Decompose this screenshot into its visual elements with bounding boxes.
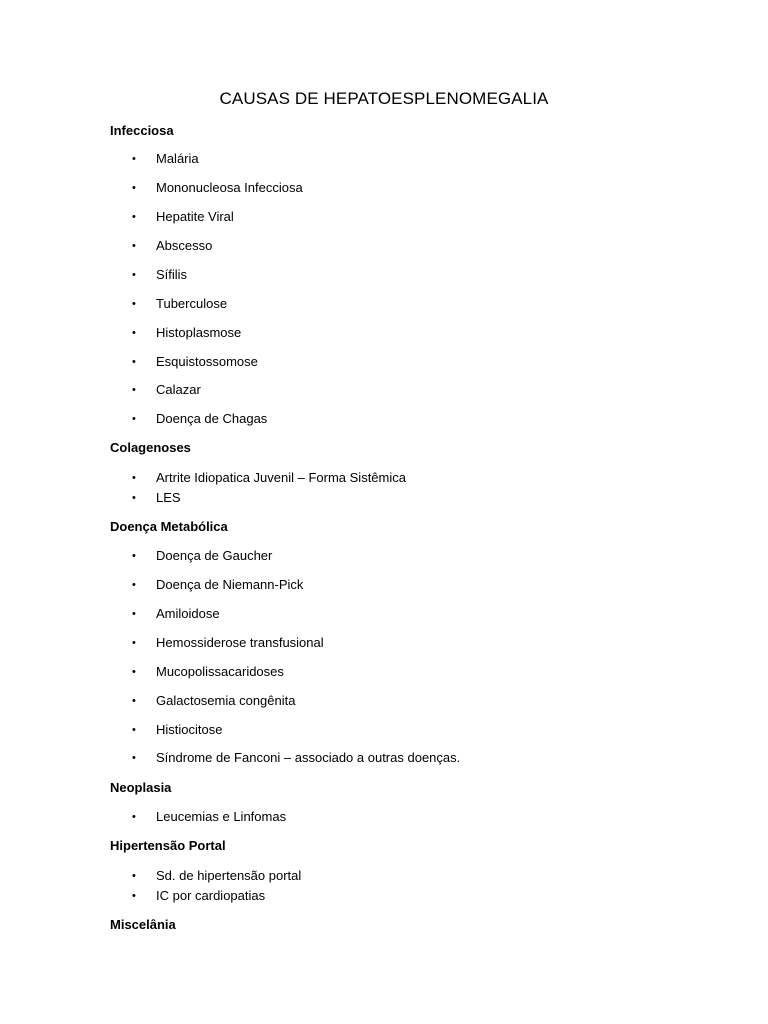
list-item: [132, 749, 460, 767]
list-item: [132, 692, 295, 710]
bullet-icon: •: [132, 327, 136, 339]
list-item-text: LES: [156, 490, 181, 505]
list-item-text: Hepatite Viral: [156, 209, 234, 224]
list-item: [132, 295, 227, 313]
bullet-icon: •: [132, 550, 136, 562]
list-item: [132, 266, 187, 284]
list-item: [132, 469, 406, 487]
list-item: [132, 663, 284, 681]
list-item: [132, 887, 265, 905]
list-item: [132, 721, 222, 739]
list-item: [132, 576, 303, 594]
bullet-icon: •: [132, 356, 136, 368]
list-item: [132, 381, 201, 399]
list-item-text: Doença de Gaucher: [156, 548, 273, 563]
list-item-text: Esquistossomose: [156, 354, 258, 369]
bullet-icon: •: [132, 811, 136, 823]
bullet-icon: •: [132, 240, 136, 252]
bullet-icon: •: [132, 890, 136, 902]
list-item: [132, 808, 286, 826]
bullet-icon: •: [132, 695, 136, 707]
bullet-icon: •: [132, 472, 136, 484]
list-item-text: Sífilis: [156, 267, 188, 282]
bullet-icon: •: [132, 666, 136, 678]
list-item: [132, 867, 301, 885]
section-heading-doenca-metabolica: Doença Metabólica: [110, 519, 228, 534]
list-item: [132, 150, 199, 168]
bullet-icon: •: [132, 579, 136, 591]
bullet-icon: •: [132, 413, 136, 425]
list-item-text: Histoplasmose: [156, 325, 242, 340]
list-item-text: Histiocitose: [156, 722, 223, 737]
list-item: [132, 179, 303, 197]
list-item-text: Abscesso: [156, 238, 213, 253]
list-item: [132, 489, 181, 507]
list-item-text: IC por cardiopatias: [156, 888, 266, 903]
list-item-text: Galactosemia congênita: [156, 693, 296, 708]
list-item-text: Mucopolissacaridoses: [156, 664, 284, 679]
bullet-icon: •: [132, 211, 136, 223]
list-item-text: Doença de Niemann-Pick: [156, 577, 304, 592]
list-item: [132, 547, 272, 565]
list-item: [132, 324, 241, 342]
bullet-icon: •: [132, 870, 136, 882]
list-item-text: Leucemias e Linfomas: [156, 809, 287, 824]
bullet-icon: •: [132, 752, 136, 764]
list-item-text: Sd. de hipertensão portal: [156, 868, 302, 883]
bullet-icon: •: [132, 384, 136, 396]
list-item: [132, 634, 324, 652]
bullet-icon: •: [132, 724, 136, 736]
list-item-text: Mononucleosa Infecciosa: [156, 180, 303, 195]
list-item-text: Hemossiderose transfusional: [156, 635, 324, 650]
section-heading-hipertensao-portal: Hipertensão Portal: [110, 838, 226, 853]
list-item-text: Artrite Idiopatica Juvenil – Forma Sistêmica: [156, 470, 406, 485]
list-item-text: Calazar: [156, 382, 201, 397]
page-title: CAUSAS DE HEPATOESPLENOMEGALIA: [219, 89, 549, 108]
section-heading-neoplasia: Neoplasia: [110, 780, 172, 795]
section-heading-miscelania: Miscelânia: [110, 917, 176, 932]
list-item-text: Tuberculose: [156, 296, 228, 311]
list-item: [132, 410, 267, 428]
bullet-icon: •: [132, 153, 136, 165]
list-item-text: Doença de Chagas: [156, 411, 268, 426]
section-heading-infecciosa: Infecciosa: [110, 123, 174, 138]
list-item: [132, 237, 212, 255]
section-heading-colagenoses: Colagenoses: [110, 440, 191, 455]
list-item: [132, 605, 220, 623]
bullet-icon: •: [132, 637, 136, 649]
list-item-text: Síndrome de Fanconi – associado a outras doenças.: [156, 750, 461, 765]
bullet-icon: •: [132, 298, 136, 310]
list-item: [132, 353, 258, 371]
list-item: [132, 208, 234, 226]
bullet-icon: •: [132, 608, 136, 620]
bullet-icon: •: [132, 182, 136, 194]
bullet-icon: •: [132, 269, 136, 281]
bullet-icon: •: [132, 492, 136, 504]
list-item-text: Amiloidose: [156, 606, 220, 621]
list-item-text: Malária: [156, 151, 199, 166]
